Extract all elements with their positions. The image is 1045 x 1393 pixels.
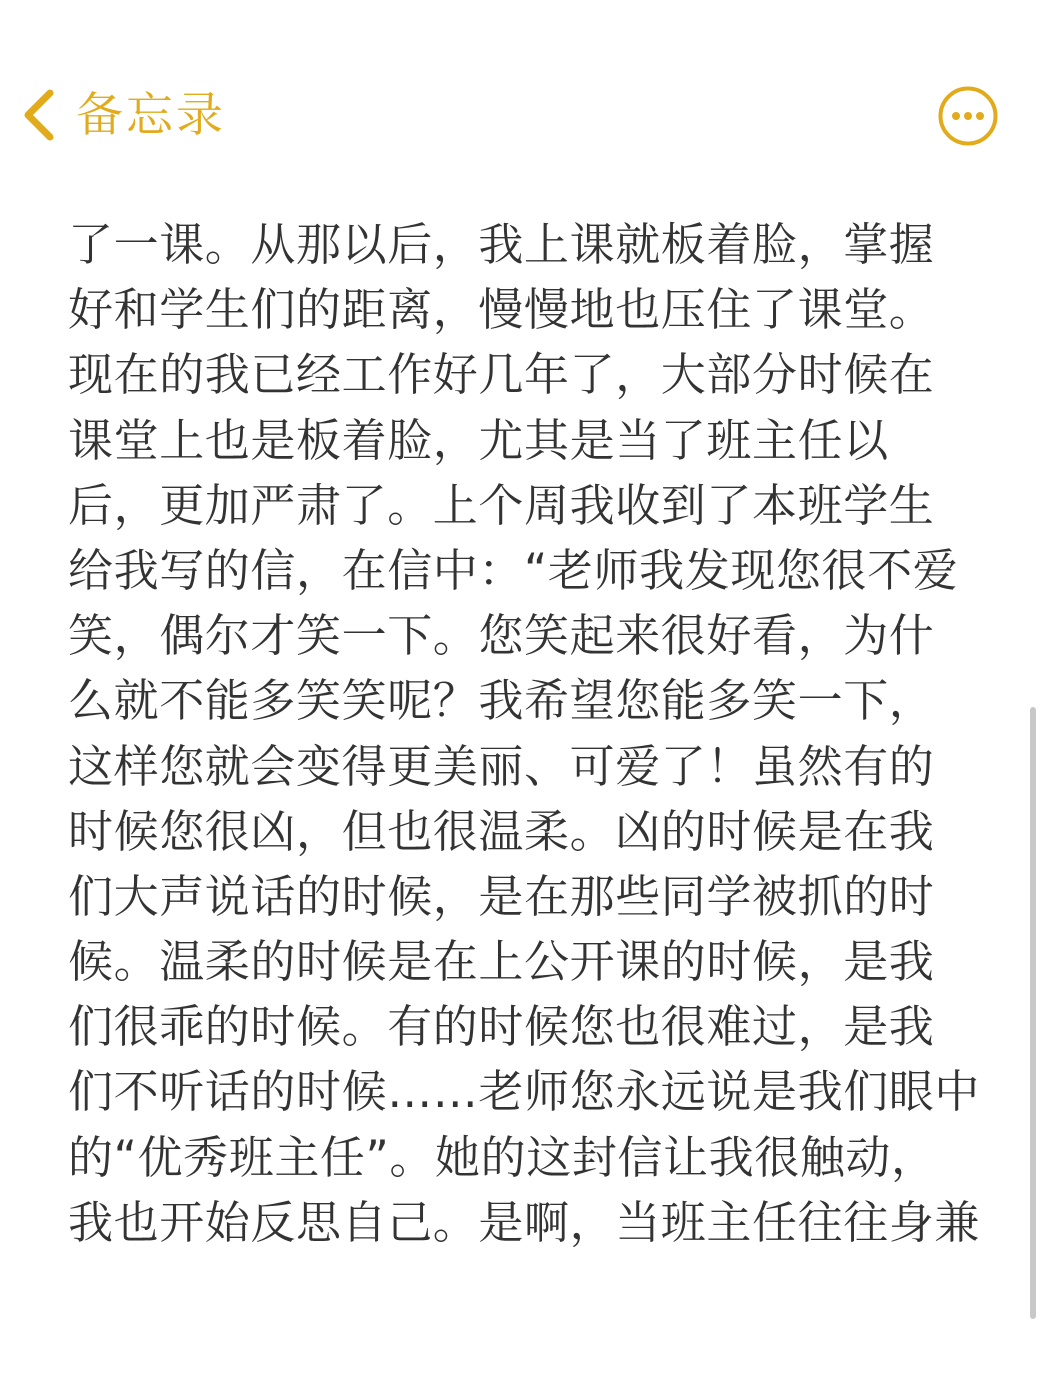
note-text-line: 我也开始反思自己。是啊，当班主任往往身兼 — [68, 1195, 981, 1249]
note-text-line: 么就不能多笑笑呢？我希望您能多笑一下， — [68, 674, 935, 728]
note-text-line: 这样您就会变得更美丽、可爱了！虽然有的 — [68, 739, 935, 793]
note-text-line: 了一课。从那以后，我上课就板着脸，掌握 — [68, 218, 935, 271]
back-button[interactable] — [18, 80, 226, 150]
note-text-line: 后，更加严肃了。上个周我收到了本班学生 — [68, 478, 935, 532]
note-text-line: 们很乖的时候。有的时候您也很难过，是我 — [68, 1000, 935, 1054]
note-text-line: 现在的我已经工作好几年了，大部分时候在 — [68, 348, 935, 402]
vertical-scrollbar[interactable] — [1030, 707, 1036, 1319]
note-text-line: 们不听话的时候……老师您永远说是我们眼中 — [68, 1065, 981, 1119]
note-text-line: 好和学生们的距离，慢慢地也压住了课堂。 — [68, 283, 935, 337]
note-body[interactable] — [68, 212, 983, 1255]
note-text-line: 笑，偶尔才笑一下。您笑起来很好看，为什 — [68, 609, 935, 663]
note-text-line: 的“优秀班主任”。她的这封信让我很触动， — [68, 1130, 937, 1184]
navigation-bar — [0, 70, 1045, 165]
note-text-line: 课堂上也是板着脸，尤其是当了班主任以 — [68, 413, 889, 467]
note-text-line: 时候您很凶，但也很温柔。凶的时候是在我 — [68, 804, 935, 858]
more-ellipsis-circle-icon — [937, 85, 999, 147]
note-text-line: 们大声说话的时候，是在那些同学被抓的时 — [68, 869, 935, 923]
chevron-left-icon — [18, 85, 62, 145]
note-text-line: 候。温柔的时候是在上公开课的时候，是我 — [68, 935, 935, 989]
back-button-label: 备忘录 — [76, 87, 226, 143]
more-button[interactable] — [937, 85, 999, 147]
note-text-line: 给我写的信，在信中：“老师我发现您很不爱 — [68, 543, 959, 597]
